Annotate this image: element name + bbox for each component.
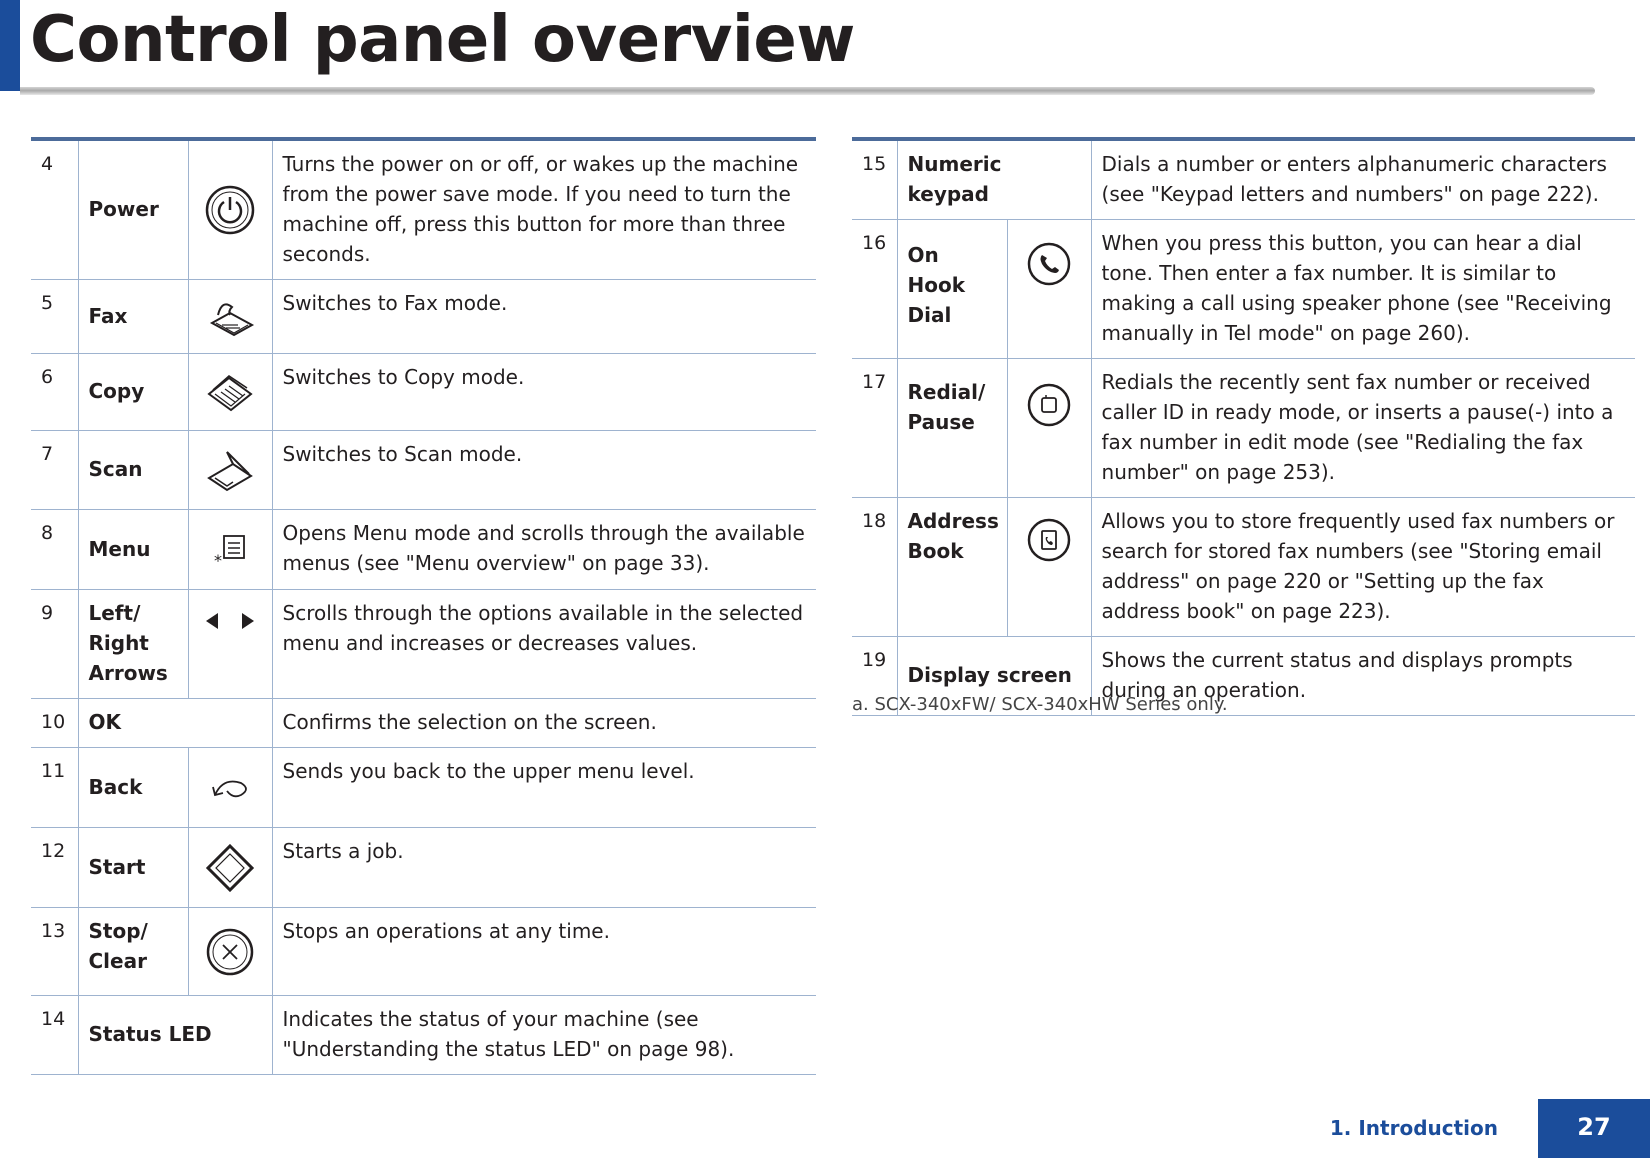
control-name: Menu	[78, 510, 188, 590]
redial-pause-icon	[1007, 359, 1091, 498]
address-book-icon	[1007, 498, 1091, 637]
row-number: 19	[852, 637, 897, 716]
row-number: 7	[31, 431, 78, 510]
control-name: Stop/ Clear	[78, 908, 188, 996]
row-number: 15	[852, 139, 897, 220]
table-row	[31, 908, 816, 996]
row-number: 16	[852, 220, 897, 359]
left-controls-table	[31, 137, 816, 1075]
table-row	[31, 699, 816, 748]
control-description: Scrolls through the options available in the selected menu and increases or decreases values.	[272, 590, 816, 699]
control-name: Copy	[78, 354, 188, 431]
start-icon	[188, 828, 272, 908]
control-description: Dials a number or enters alphanumeric characters (see "Keypad letters and numbers" on page 222).	[1091, 139, 1635, 220]
scan-icon	[188, 431, 272, 510]
on-hook-dial-icon	[1007, 220, 1091, 359]
svg-text:*: *	[214, 550, 222, 568]
control-description: Opens Menu mode and scrolls through the available menus (see "Menu overview" on page 33).	[272, 510, 816, 590]
control-name: Status LED	[78, 996, 272, 1075]
control-name: Power	[78, 139, 188, 280]
control-description: Indicates the status of your machine (see "Understanding the status LED" on page 98).	[272, 996, 816, 1075]
control-description: Switches to Scan mode.	[272, 431, 816, 510]
row-number: 11	[31, 748, 78, 828]
table-row	[31, 748, 816, 828]
control-description: Starts a job.	[272, 828, 816, 908]
row-number: 4	[31, 139, 78, 280]
table-row	[31, 996, 816, 1075]
control-name: OK	[78, 699, 272, 748]
page-title: Control panel overview	[30, 3, 855, 77]
row-number: 18	[852, 498, 897, 637]
table-row	[852, 220, 1635, 359]
table-row	[31, 510, 816, 590]
control-name: Back	[78, 748, 188, 828]
control-description: Allows you to store frequently used fax numbers or search for stored fax numbers (see "Storing email address" on page 220 or "Setting up the fax address book" on page 223).	[1091, 498, 1635, 637]
menu-icon	[188, 510, 272, 590]
control-description: Turns the power on or off, or wakes up the machine from the power save mode. If you need to turn the machine off, press this button for more than three seconds.	[272, 139, 816, 280]
table-row	[31, 828, 816, 908]
control-description: When you press this button, you can hear a dial tone. Then enter a fax number. It is similar to making a call using speaker phone (see "Receiving manually in Tel mode" on page 260).	[1091, 220, 1635, 359]
table-row	[31, 354, 816, 431]
table-row	[31, 139, 816, 280]
page-number-badge: 27	[1538, 1099, 1650, 1158]
control-name: On Hook Dial	[897, 220, 1007, 359]
row-number: 14	[31, 996, 78, 1075]
header-accent-bar	[0, 0, 20, 91]
row-number: 17	[852, 359, 897, 498]
control-description: Confirms the selection on the screen.	[272, 699, 816, 748]
control-description: Redials the recently sent fax number or received caller ID in ready mode, or inserts a pause(-) into a fax number in edit mode (see "Redialing the fax number" on page 253).	[1091, 359, 1635, 498]
stop-clear-icon	[188, 908, 272, 996]
table-row	[852, 498, 1635, 637]
row-number: 12	[31, 828, 78, 908]
table-row	[31, 590, 816, 699]
control-name: Start	[78, 828, 188, 908]
control-name: Redial/ Pause	[897, 359, 1007, 498]
row-number: 9	[31, 590, 78, 699]
row-number: 13	[31, 908, 78, 996]
control-name: Numeric keypad	[897, 139, 1091, 220]
left-right-arrows-icon	[188, 590, 272, 699]
control-description: Sends you back to the upper menu level.	[272, 748, 816, 828]
back-icon	[188, 748, 272, 828]
row-number: 8	[31, 510, 78, 590]
row-number: 5	[31, 280, 78, 354]
control-name: Address Book	[897, 498, 1007, 637]
control-description: Shows the current status and displays prompts during an operation.	[1091, 637, 1635, 716]
copy-icon	[188, 354, 272, 431]
control-description: Switches to Copy mode.	[272, 354, 816, 431]
control-name: Scan	[78, 431, 188, 510]
right-controls-table	[852, 137, 1635, 716]
fax-icon	[188, 280, 272, 354]
table-row	[31, 280, 816, 354]
power-icon	[188, 139, 272, 280]
control-description: Stops an operations at any time.	[272, 908, 816, 996]
table-row	[852, 139, 1635, 220]
table-row	[852, 359, 1635, 498]
control-description: Switches to Fax mode.	[272, 280, 816, 354]
row-number: 6	[31, 354, 78, 431]
control-name: Left/ Right Arrows	[78, 590, 188, 699]
row-number: 10	[31, 699, 78, 748]
control-name: Display screen	[897, 637, 1091, 716]
footnote: a. SCX-340xFW/ SCX-340xHW Series only.	[852, 694, 1228, 715]
control-name: Fax	[78, 280, 188, 354]
table-row	[31, 431, 816, 510]
title-underline	[20, 87, 1595, 95]
footer-section-label: 1. Introduction	[1329, 1116, 1498, 1140]
